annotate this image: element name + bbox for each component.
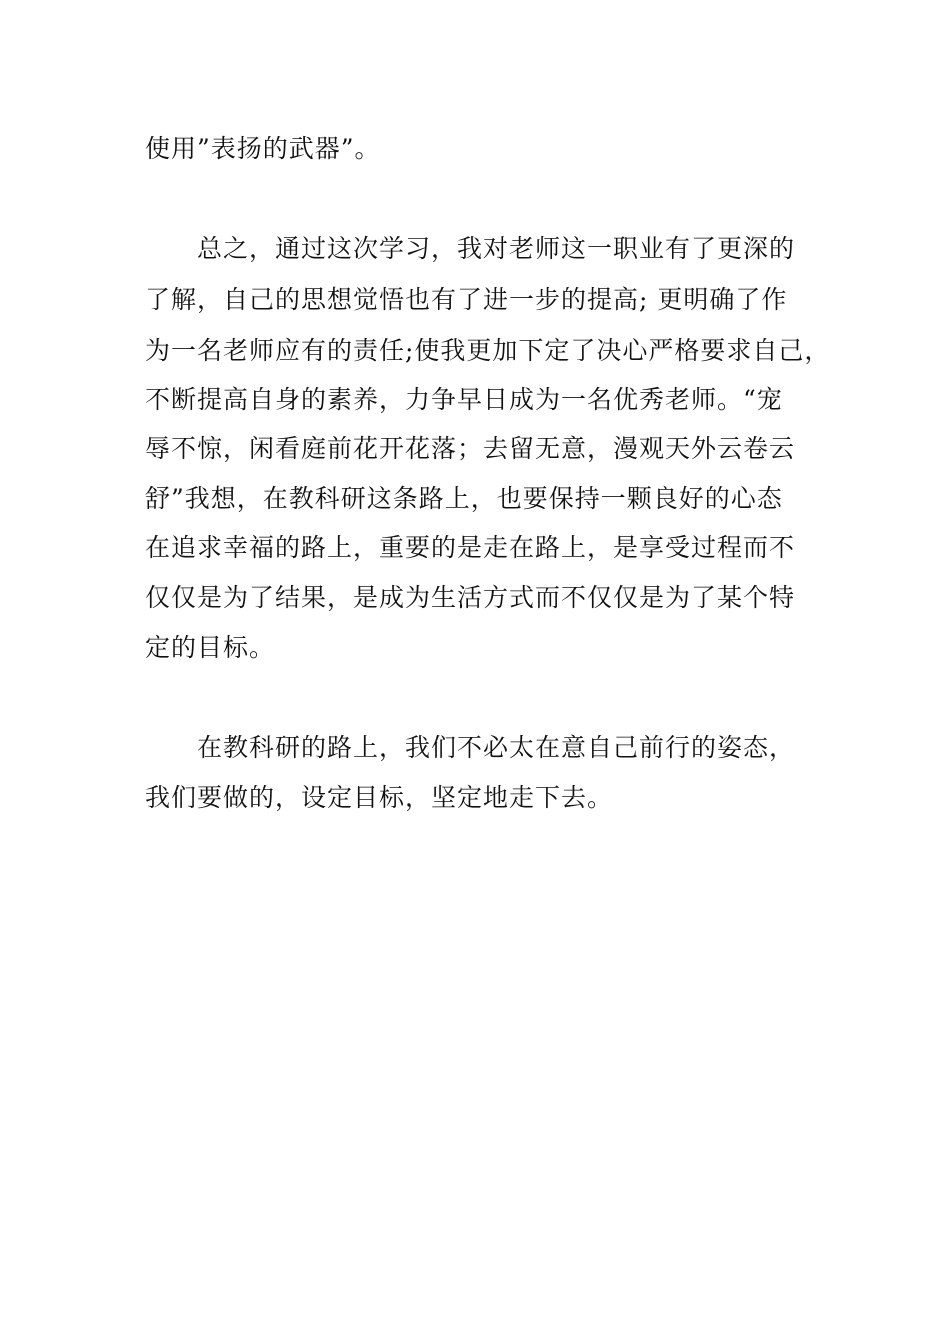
text-line: 在教科研的路上，我们不必太在意自己前行的姿态， xyxy=(145,733,796,762)
text-line: 舒”我想，在教科研这条路上，也要保持一颗良好的心态 xyxy=(145,484,783,513)
text-line: 为一名老师应有的责任;使我更加下定了决心严格要求自己， xyxy=(145,336,831,365)
text-line: 了解，自己的思想觉悟也有了进一步的提高; 更明确了作 xyxy=(145,285,788,314)
text-line: 我们要做的，设定目标，坚定地走下去。 xyxy=(145,783,614,812)
text-line: 定的目标。 xyxy=(145,633,276,662)
text-line: 使用”表扬的武器”。 xyxy=(145,134,381,163)
text-line: 在追求幸福的路上，重要的是走在路上，是享受过程而不 xyxy=(145,533,796,562)
text-line: 辱不惊，闲看庭前花开花落；去留无意，漫观天外云卷云 xyxy=(145,434,796,463)
text-line: 仅仅是为了结果，是成为生活方式而不仅仅是为了某个特 xyxy=(145,583,796,612)
text-line: 总之，通过这次学习，我对老师这一职业有了更深的 xyxy=(145,234,796,263)
text-line: 不断提高自身的素养，力争早日成为一名优秀老师。“宠 xyxy=(145,385,783,414)
